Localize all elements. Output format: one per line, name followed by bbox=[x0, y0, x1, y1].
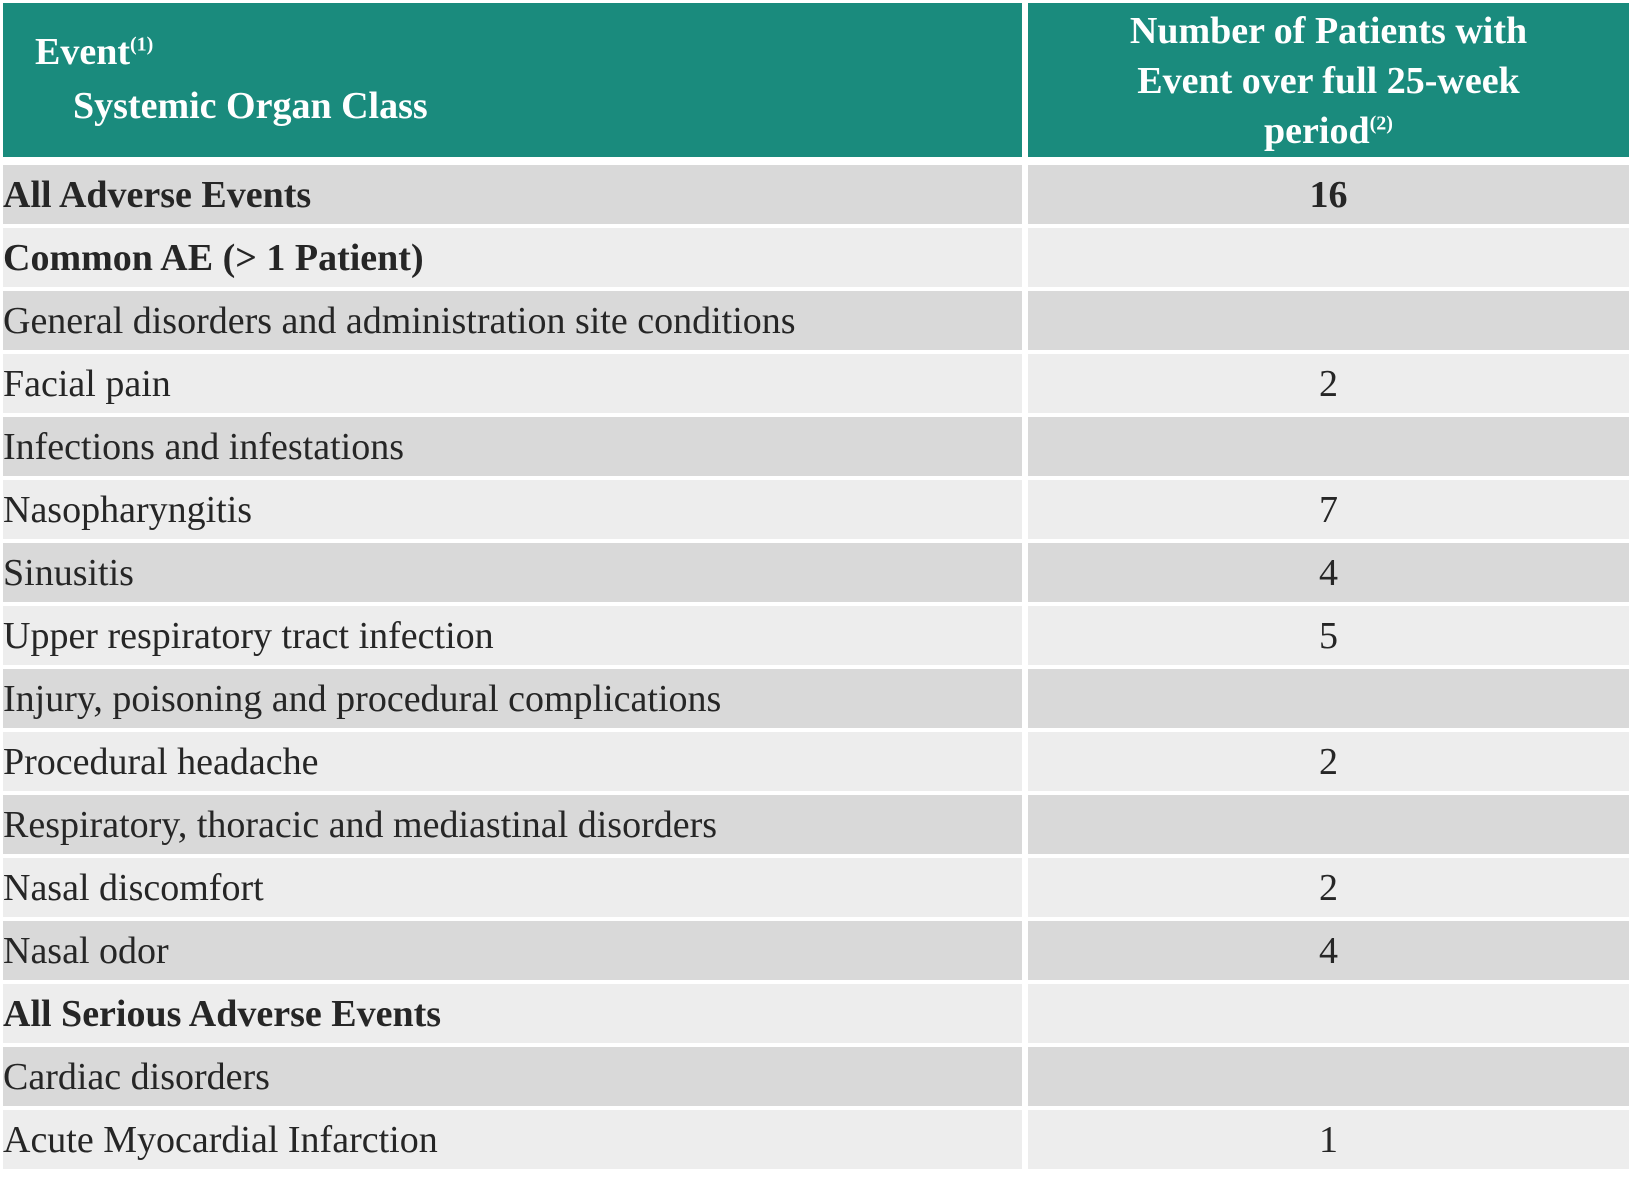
table-row bbox=[3, 921, 1629, 984]
row-value: 5 bbox=[1028, 606, 1629, 669]
row-value: 4 bbox=[1028, 543, 1629, 606]
row-label: All Adverse Events bbox=[3, 165, 1028, 228]
row-value: 2 bbox=[1028, 858, 1629, 921]
table-row bbox=[3, 984, 1629, 1047]
table-row bbox=[3, 1110, 1629, 1173]
table-row bbox=[3, 354, 1629, 417]
row-label: Upper respiratory tract infection bbox=[3, 606, 1028, 669]
row-label: Nasal odor bbox=[3, 921, 1028, 984]
row-label: Sinusitis bbox=[3, 543, 1028, 606]
table-row bbox=[3, 228, 1629, 291]
row-value: 2 bbox=[1028, 354, 1629, 417]
row-value bbox=[1028, 669, 1629, 732]
table-row bbox=[3, 669, 1629, 732]
table-row bbox=[3, 606, 1629, 669]
header-event-column bbox=[3, 3, 1028, 157]
row-value: 1 bbox=[1028, 1110, 1629, 1173]
header-count-footnote: (2) bbox=[1369, 112, 1393, 135]
table-row bbox=[3, 165, 1629, 228]
table-row bbox=[3, 795, 1629, 858]
row-value: 16 bbox=[1028, 165, 1629, 228]
table-row bbox=[3, 417, 1629, 480]
row-value: 4 bbox=[1028, 921, 1629, 984]
row-label: Procedural headache bbox=[3, 732, 1028, 795]
row-value bbox=[1028, 1047, 1629, 1110]
header-event-label: Event bbox=[35, 31, 130, 73]
row-value bbox=[1028, 417, 1629, 480]
table-row bbox=[3, 1047, 1629, 1110]
row-value: 2 bbox=[1028, 732, 1629, 795]
header-count-line3: period bbox=[1264, 110, 1370, 152]
row-label: Facial pain bbox=[3, 354, 1028, 417]
row-label: Infections and infestations bbox=[3, 417, 1028, 480]
row-value: 7 bbox=[1028, 480, 1629, 543]
row-label: Respiratory, thoracic and mediastinal disorders bbox=[3, 795, 1028, 858]
table-row bbox=[3, 858, 1629, 921]
row-label: All Serious Adverse Events bbox=[3, 984, 1028, 1047]
header-organ-class-label: Systemic Organ Class bbox=[73, 85, 428, 127]
row-label: Injury, poisoning and procedural complications bbox=[3, 669, 1028, 732]
row-label: General disorders and administration site conditions bbox=[3, 291, 1028, 354]
header-count-line1: Number of Patients with bbox=[1129, 10, 1528, 52]
row-value bbox=[1028, 291, 1629, 354]
table-row bbox=[3, 543, 1629, 606]
header-event-footnote: (1) bbox=[130, 33, 154, 56]
header-count-column bbox=[1028, 3, 1629, 157]
row-label: Nasopharyngitis bbox=[3, 480, 1028, 543]
table-row bbox=[3, 291, 1629, 354]
adverse-events-table bbox=[3, 3, 1629, 1173]
header-count-line2: Event over full 25-week bbox=[1137, 60, 1520, 102]
row-label: Nasal discomfort bbox=[3, 858, 1028, 921]
table-row bbox=[3, 480, 1629, 543]
row-value bbox=[1028, 795, 1629, 858]
table-row bbox=[3, 732, 1629, 795]
row-value bbox=[1028, 228, 1629, 291]
row-label: Common AE (> 1 Patient) bbox=[3, 228, 1028, 291]
table-header-row bbox=[3, 3, 1629, 157]
row-label: Acute Myocardial Infarction bbox=[3, 1110, 1028, 1173]
row-label: Cardiac disorders bbox=[3, 1047, 1028, 1110]
row-value bbox=[1028, 984, 1629, 1047]
